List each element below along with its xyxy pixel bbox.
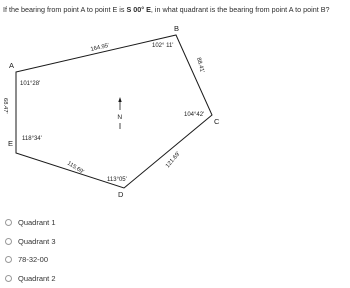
option-quadrant-2[interactable] xyxy=(2,269,202,288)
answer-options xyxy=(2,213,202,288)
angle-b-label: 102° 11' xyxy=(152,43,174,49)
point-e-label: E xyxy=(8,139,14,148)
radio-circle-icon[interactable] xyxy=(5,219,12,226)
question-bearing: S 00° E xyxy=(126,5,151,14)
point-c-label: C xyxy=(214,117,220,126)
angle-c-label: 104°42' xyxy=(184,112,205,118)
question-suffix: , in what quadrant is the bearing from point A to point B? xyxy=(150,5,330,14)
traverse-polygon xyxy=(16,35,212,188)
distance-ea-label: 68.47' xyxy=(2,98,8,114)
distance-de-label: 115.69' xyxy=(65,160,85,176)
radio-circle-icon[interactable] xyxy=(5,256,12,263)
angle-a-label: 101°28' xyxy=(20,81,41,87)
distance-cd-label: 121.69' xyxy=(164,150,182,170)
option-quadrant-1[interactable] xyxy=(2,213,202,232)
question-prefix: If the bearing from point A to point E is xyxy=(3,5,127,14)
option-label: 78-32-00 xyxy=(18,255,49,265)
point-b-label: B xyxy=(174,24,180,33)
radio-circle-icon[interactable] xyxy=(5,275,12,282)
angle-e-label: 118°34' xyxy=(22,136,42,142)
distance-ab-label: 164.95' xyxy=(90,42,110,53)
point-d-label: D xyxy=(118,190,124,199)
distance-bc-label: 88.41' xyxy=(195,56,205,74)
option-label: Quadrant 2 xyxy=(18,273,56,283)
option-label: Quadrant 1 xyxy=(18,217,56,227)
north-label: N xyxy=(117,114,123,121)
option-quadrant-3[interactable] xyxy=(2,232,202,251)
angle-d-label: 113°05' xyxy=(107,177,127,183)
option-label: Quadrant 3 xyxy=(18,236,56,246)
point-a-label: A xyxy=(9,61,15,70)
radio-circle-icon[interactable] xyxy=(5,238,12,245)
option-78-32-00[interactable] xyxy=(2,250,202,269)
north-arrow-icon xyxy=(118,97,121,129)
